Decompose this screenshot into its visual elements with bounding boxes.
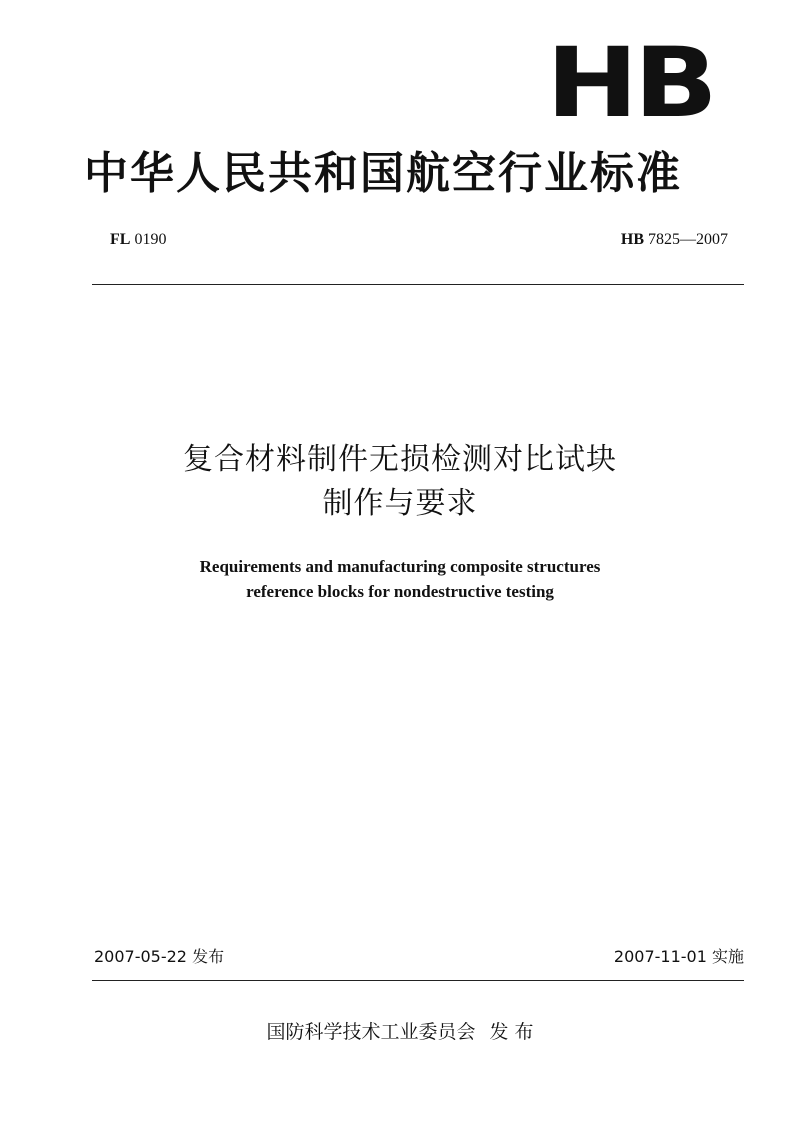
- document-title-cn: [0, 438, 800, 526]
- title-cn-line-1: 复合材料制件无损检测对比试块: [183, 442, 617, 477]
- classification-code: 0190: [134, 231, 167, 248]
- document-title-en: [0, 554, 800, 604]
- standard-number: [621, 229, 728, 251]
- title-en-line-2: reference blocks for nondestructive testing: [246, 582, 554, 601]
- classification-number: [110, 229, 166, 251]
- issue-date: 2007-05-22 发布: [94, 947, 225, 966]
- standard-category-title: 中华人民共和国航空行业标准: [84, 148, 682, 199]
- header-divider: [92, 284, 744, 285]
- publisher-name: 国防科学技术工业委员会: [266, 1021, 476, 1043]
- publisher-action: 发 布: [489, 1021, 534, 1043]
- implementation-date: 2007-11-01 实施: [613, 947, 744, 966]
- footer-divider: [92, 980, 744, 981]
- hb-logo: HB: [546, 27, 714, 139]
- title-cn-line-2: 制作与要求: [322, 486, 478, 521]
- title-en-line-1: Requirements and manufacturing composite structures: [199, 557, 601, 576]
- standard-code: 7825—2007: [648, 231, 728, 248]
- publisher-line: [0, 1019, 800, 1045]
- classification-prefix: FL: [110, 231, 131, 248]
- standard-prefix: HB: [620, 231, 644, 248]
